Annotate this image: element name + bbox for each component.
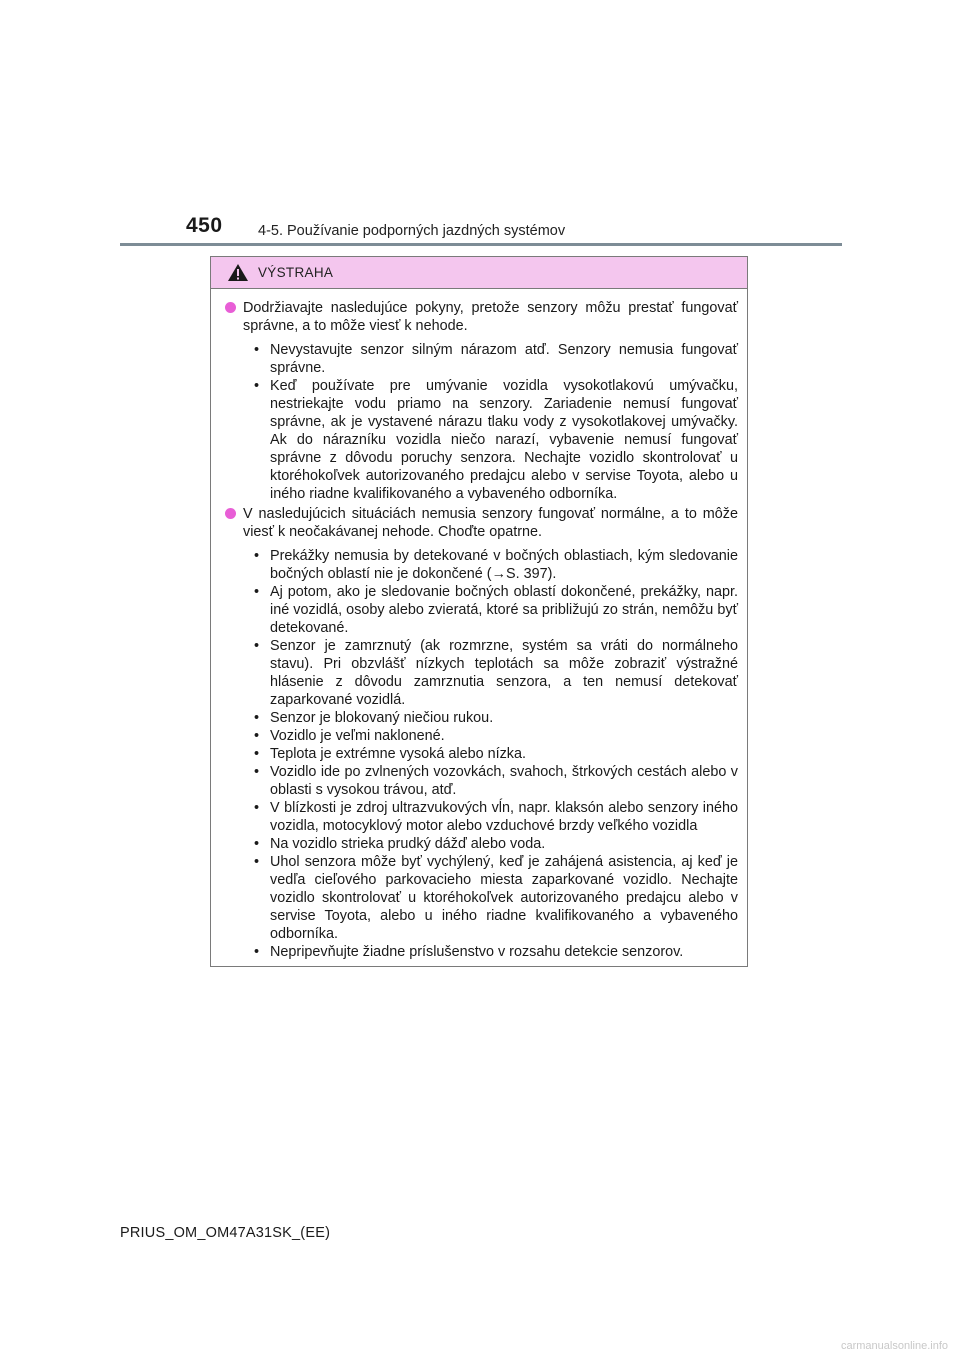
warning-body: [211, 289, 747, 961]
warning-paragraph: [225, 505, 738, 541]
warning-label: VÝSTRAHA: [258, 265, 334, 280]
list-item: • Senzor je zamrznutý (ak rozmrzne, systém sa vráti do normálneho stavu). Pri obzvlášť nízkych teplotách sa môže zobraziť výstražné hlásenie z dôvodu zamrznutia senzora, a ten nemusí detekovať zaparkované vozidlá.: [254, 637, 738, 709]
warning-box: [210, 256, 748, 967]
list-item: • Nevystavujte senzor silným nárazom atď. Senzory nemusia fungovať správne.: [254, 341, 738, 377]
list-item: • Nepripevňujte žiadne príslušenstvo v rozsahu detekcie senzorov.: [254, 943, 738, 961]
list-item: • Na vozidlo strieka prudký dážď alebo voda.: [254, 835, 738, 853]
list-item: • Vozidlo ide po zvlnených vozovkách, svahoch, štrkových cestách alebo v oblasti s vysokou trávou, atď.: [254, 763, 738, 799]
section-title: 4-5. Používanie podporných jazdných systémov: [258, 223, 566, 239]
list-item: • Keď používate pre umývanie vozidla vysokotlakovú umývačku, nestriekajte vodu priamo na senzory. Zariadenie nemusí fungovať správne, ak je vystavené nárazu tlaku vody z vysokotlakovej umývačky. Ak do nárazníku vozidla niečo narazí, vybavenie nemusí fungovať správne z dôvodu poruchy senzora. Nechajte vozidlo skontrolovať u ktoréhokoľvek autorizovaného predajcu alebo v servise Toyota, alebo u iného riadne kvalifikovaného a vybaveného odborníka.: [254, 377, 738, 503]
header-divider: [120, 243, 842, 246]
warning-triangle-icon: [227, 263, 249, 282]
watermark: carmanualsonline.info: [840, 1340, 948, 1352]
page-number: 450: [186, 214, 223, 237]
bullet-dot-icon: [225, 508, 236, 519]
list-item: • Vozidlo je veľmi naklonené.: [254, 727, 738, 745]
list-item: • Prekážky nemusia by detekované v bočných oblastiach, kým sledovanie bočných oblastí nie je dokončené (→S. 397).: [254, 547, 738, 583]
list-item: • V blízkosti je zdroj ultrazvukových vĺn, napr. klaksón alebo senzory iného vozidla, motocyklový motor alebo vzduchové brzdy veľkého vozidla: [254, 799, 738, 835]
document-code: PRIUS_OM_OM47A31SK_(EE): [120, 1225, 331, 1241]
list-item: • Aj potom, ako je sledovanie bočných oblastí dokončené, prekážky, napr. iné vozidlá, osoby alebo zvieratá, ktoré sa približujú zo strán, nemôžu byť detekované.: [254, 583, 738, 637]
bullet-dot-icon: [225, 302, 236, 313]
list-item: • Senzor je blokovaný niečiou rukou.: [254, 709, 738, 727]
sub-list: [225, 341, 738, 503]
warning-paragraph: [225, 299, 738, 335]
sub-list: [225, 547, 738, 961]
list-item: • Teplota je extrémne vysoká alebo nízka.: [254, 745, 738, 763]
paragraph-text: V nasledujúcich situáciách nemusia senzory fungovať normálne, a to môže viesť k neočakávanej nehode. Choďte opatrne.: [243, 506, 738, 540]
warning-header: [211, 257, 747, 289]
list-item: • Uhol senzora môže byť vychýlený, keď je zahájená asistencia, aj keď je vedľa cieľového parkovacieho miesta zaparkované vozidlo. Nechajte vozidlo skontrolovať u ktoréhokoľvek autorizovaného predajcu alebo v servise Toyota, alebo u iného riadne kvalifikovaného a vybaveného odborníka.: [254, 853, 738, 943]
paragraph-text: Dodržiavajte nasledujúce pokyny, pretože senzory môžu prestať fungovať správne, a to môže viesť k nehode.: [243, 300, 738, 334]
page-header: [0, 0, 960, 250]
